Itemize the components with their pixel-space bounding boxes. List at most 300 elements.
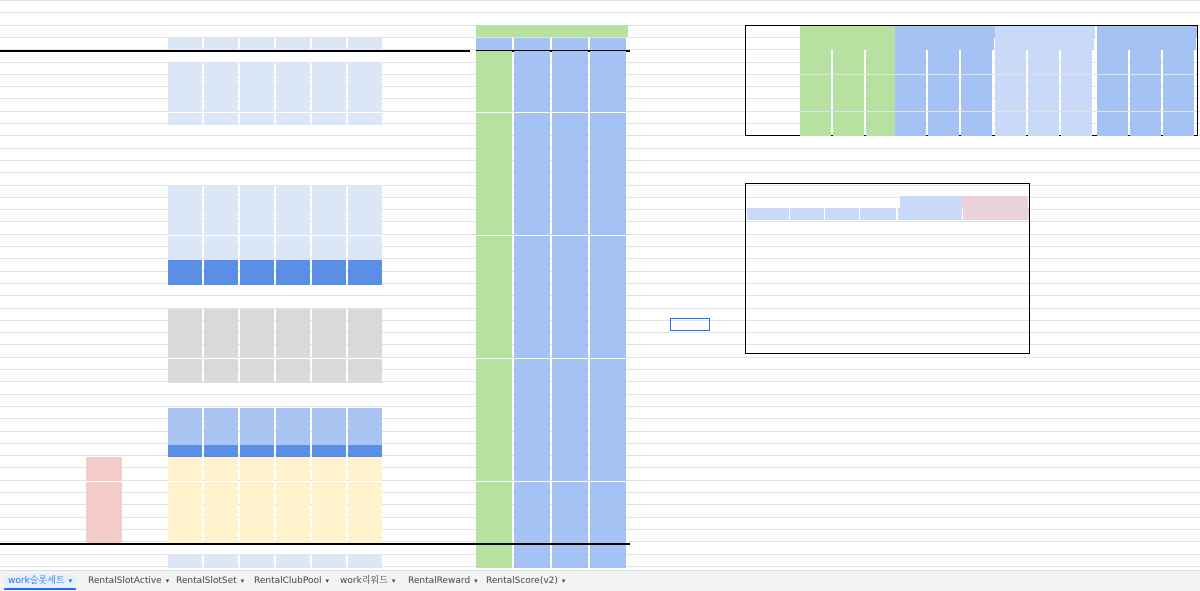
slot-value xyxy=(348,137,382,149)
slot-value xyxy=(168,285,202,297)
param-cell xyxy=(898,275,930,286)
slot-value xyxy=(312,137,346,149)
prob-cell xyxy=(866,50,897,62)
stage-value xyxy=(590,174,626,186)
prob-cell xyxy=(895,62,926,74)
stage-value xyxy=(514,518,550,530)
param-cell xyxy=(790,286,824,297)
stage-value xyxy=(590,322,626,334)
slot-value xyxy=(276,285,310,297)
slot-value xyxy=(276,482,310,494)
rare-value xyxy=(86,322,122,334)
param-cell xyxy=(930,264,962,275)
check-code xyxy=(384,186,424,198)
slot-value xyxy=(348,113,382,125)
param-cell xyxy=(747,264,789,275)
stage-value xyxy=(514,272,550,284)
slot-value xyxy=(348,248,382,260)
check-code xyxy=(384,383,424,395)
slot-value xyxy=(348,88,382,100)
slot-value xyxy=(312,408,346,420)
param-cell xyxy=(860,340,896,351)
rare-value xyxy=(86,543,122,555)
stage-value xyxy=(552,334,588,346)
stage-value xyxy=(514,137,550,149)
slot-value xyxy=(312,174,346,186)
sheet-tab[interactable] xyxy=(482,574,569,588)
stage-value xyxy=(552,149,588,161)
prob-subcol xyxy=(1028,38,1061,50)
slot-value xyxy=(348,420,382,432)
grade-prob xyxy=(668,113,710,125)
sheet-tab[interactable] xyxy=(336,574,399,588)
prob-value xyxy=(124,432,168,444)
slot-value xyxy=(168,383,202,395)
side-check-value xyxy=(790,531,820,543)
check-code xyxy=(384,223,424,235)
setcode-value xyxy=(32,63,84,75)
rare-value xyxy=(86,137,122,149)
grade-prob xyxy=(668,174,710,186)
stage-value xyxy=(514,162,550,174)
stage-value xyxy=(590,543,626,555)
rare-value xyxy=(86,199,122,211)
prob-cell xyxy=(1097,99,1128,111)
rare-value xyxy=(86,359,122,371)
slot-value xyxy=(276,518,310,530)
slot-value xyxy=(204,272,238,284)
param-cell xyxy=(996,340,1029,351)
grade-value xyxy=(0,420,30,432)
param-cell xyxy=(860,264,896,275)
sheet-tab[interactable] xyxy=(172,574,248,588)
slot-value xyxy=(240,113,274,125)
prob-subcol xyxy=(895,38,928,50)
setcode-value xyxy=(32,469,84,481)
side-check-value xyxy=(730,531,760,543)
slot-value xyxy=(204,211,238,223)
param-cell xyxy=(996,297,1029,308)
prob-cell xyxy=(1130,112,1161,124)
prob-row-label xyxy=(747,124,799,136)
grade-value xyxy=(0,543,30,555)
slot-value xyxy=(204,408,238,420)
slot-value xyxy=(240,432,274,444)
stage-value xyxy=(590,223,626,235)
slot-value xyxy=(312,260,346,272)
param-cell xyxy=(860,275,896,286)
rare-value xyxy=(86,285,122,297)
param-cell xyxy=(825,329,859,340)
slot-value xyxy=(240,395,274,407)
param-cell xyxy=(898,307,930,318)
grade-value xyxy=(0,371,30,383)
slot-value xyxy=(276,223,310,235)
check-code xyxy=(384,432,424,444)
setcode-value xyxy=(32,506,84,518)
param-cell xyxy=(996,243,1029,254)
prob-cell xyxy=(833,87,864,99)
prob-value xyxy=(124,506,168,518)
prob-value xyxy=(124,199,168,211)
param-cell xyxy=(898,264,930,275)
prob-cell xyxy=(1061,112,1092,124)
param-cell xyxy=(963,307,996,318)
stage-value xyxy=(476,445,512,457)
check-code xyxy=(384,346,424,358)
chevron-down-icon[interactable]: ▾ xyxy=(165,577,170,585)
rare-value xyxy=(86,506,122,518)
grade-value xyxy=(0,186,30,198)
rare-value xyxy=(86,457,122,469)
slot-value xyxy=(348,555,382,567)
stage-value xyxy=(552,260,588,272)
stage-value xyxy=(476,199,512,211)
slot-value xyxy=(240,309,274,321)
setcode-value xyxy=(32,174,84,186)
slot-value xyxy=(240,346,274,358)
prob-cell xyxy=(800,124,831,136)
slot-value xyxy=(168,518,202,530)
param-cell xyxy=(930,307,962,318)
slot-value xyxy=(312,395,346,407)
note-grade-legend xyxy=(170,13,470,24)
prob-cell xyxy=(1163,50,1194,62)
stage-value xyxy=(514,445,550,457)
sheet-tab-label: RentalClubPool xyxy=(254,576,322,586)
rare-value xyxy=(86,469,122,481)
prob-cell xyxy=(1130,62,1161,74)
stage-value xyxy=(514,76,550,88)
slot-value xyxy=(168,494,202,506)
grade-value xyxy=(0,211,30,223)
prob-cell xyxy=(1097,75,1128,87)
prob-cell xyxy=(895,75,926,87)
param-cell xyxy=(930,297,962,308)
stage-value xyxy=(590,260,626,272)
slot-value xyxy=(240,162,274,174)
stage-value xyxy=(514,260,550,272)
stage-value xyxy=(514,322,550,334)
slot-value xyxy=(240,63,274,75)
slot-value xyxy=(168,445,202,457)
stage-value xyxy=(514,125,550,137)
prob-value xyxy=(124,186,168,198)
grade-value xyxy=(0,309,30,321)
stage-value xyxy=(552,383,588,395)
prob-value xyxy=(124,88,168,100)
slot-value xyxy=(240,494,274,506)
prob-value xyxy=(124,457,168,469)
slot-value xyxy=(168,63,202,75)
hdr-slot xyxy=(168,38,202,50)
slot-value xyxy=(348,457,382,469)
stage-value xyxy=(476,309,512,321)
param-col xyxy=(930,208,962,220)
slot-value xyxy=(240,371,274,383)
param-cell xyxy=(996,318,1029,329)
slot-value xyxy=(312,346,346,358)
prob-cell xyxy=(995,99,1026,111)
prob-cell xyxy=(1130,75,1161,87)
slot-value xyxy=(168,346,202,358)
stage-value xyxy=(590,113,626,125)
prob-cell xyxy=(1028,50,1059,62)
grade-value xyxy=(0,51,30,63)
setcode-value xyxy=(32,100,84,112)
slot-value xyxy=(168,395,202,407)
param-cell xyxy=(747,297,789,308)
grade-prob xyxy=(668,76,710,88)
slot-value xyxy=(312,186,346,198)
prob-cell xyxy=(833,112,864,124)
prob-cell xyxy=(995,62,1026,74)
slot-value xyxy=(240,506,274,518)
rare-value xyxy=(86,248,122,260)
setcode-value xyxy=(32,285,84,297)
hdr-rare-1 xyxy=(86,25,122,37)
slot-value xyxy=(240,359,274,371)
grade-value xyxy=(0,408,30,420)
stage-value xyxy=(552,125,588,137)
param-cell xyxy=(930,340,962,351)
slot-value xyxy=(348,359,382,371)
prob-subcol xyxy=(1097,38,1130,50)
hdr-slot xyxy=(312,38,346,50)
prob-value xyxy=(124,395,168,407)
stage-value xyxy=(514,51,550,63)
stage-value xyxy=(514,63,550,75)
prob-cell xyxy=(1061,62,1092,74)
slot-value xyxy=(240,260,274,272)
prob-cell xyxy=(961,87,992,99)
setcode-value xyxy=(32,236,84,248)
slot-value xyxy=(348,518,382,530)
grade-value xyxy=(0,555,30,567)
chevron-down-icon[interactable]: ▾ xyxy=(561,577,566,585)
slot-value xyxy=(204,260,238,272)
stage-value xyxy=(552,555,588,567)
grade-prob xyxy=(668,506,710,518)
chevron-down-icon[interactable]: ▾ xyxy=(391,577,396,585)
slot-value xyxy=(240,482,274,494)
grade-prob xyxy=(668,383,710,395)
rare-value xyxy=(86,51,122,63)
setcode-value xyxy=(32,334,84,346)
prob-value xyxy=(124,383,168,395)
check-code xyxy=(384,162,424,174)
setcode-value xyxy=(32,359,84,371)
param-cell xyxy=(790,264,824,275)
selected-cell[interactable] xyxy=(670,318,710,331)
prob-cell xyxy=(895,87,926,99)
chevron-down-icon[interactable]: ▾ xyxy=(240,577,245,585)
dup-count xyxy=(426,346,470,358)
param-cell xyxy=(860,307,896,318)
dup-count xyxy=(426,494,470,506)
stage-value xyxy=(552,395,588,407)
check-code xyxy=(384,199,424,211)
prob-cell xyxy=(928,75,959,87)
param-cell xyxy=(860,286,896,297)
dup-count xyxy=(426,297,470,309)
param-cell xyxy=(930,318,962,329)
hdr-grade xyxy=(1,38,31,50)
stage-value xyxy=(476,297,512,309)
stage-value xyxy=(514,543,550,555)
prob-value xyxy=(124,482,168,494)
param-cell xyxy=(790,275,824,286)
hdr-prob-1 xyxy=(124,25,168,37)
sheet-tab[interactable] xyxy=(404,574,482,588)
slot-value xyxy=(204,469,238,481)
slot-value xyxy=(168,174,202,186)
grade-value xyxy=(0,531,30,543)
stage-value xyxy=(590,334,626,346)
slot-value xyxy=(312,76,346,88)
slot-value xyxy=(348,371,382,383)
prob-cell xyxy=(961,50,992,62)
slot-value xyxy=(204,149,238,161)
hdr-stage xyxy=(590,38,626,50)
prob-cell xyxy=(928,99,959,111)
prob-value xyxy=(124,174,168,186)
prob-cell xyxy=(961,99,992,111)
stage-value xyxy=(476,162,512,174)
param-cell xyxy=(790,253,824,264)
stage-value xyxy=(514,309,550,321)
param-cell xyxy=(860,253,896,264)
prob-value xyxy=(124,285,168,297)
stage-value xyxy=(476,555,512,567)
slot-value xyxy=(240,322,274,334)
param-cell xyxy=(825,264,859,275)
check-code xyxy=(384,88,424,100)
chevron-down-icon[interactable]: ▾ xyxy=(325,577,329,585)
prob-cell xyxy=(1061,124,1092,136)
grade-value xyxy=(0,174,30,186)
slot-value xyxy=(204,445,238,457)
prob-cell xyxy=(1163,112,1194,124)
slot-value xyxy=(204,285,238,297)
prob-cell xyxy=(928,62,959,74)
dup-count xyxy=(426,432,470,444)
grade-prob xyxy=(668,272,710,284)
slot-value xyxy=(312,88,346,100)
stage-value xyxy=(476,359,512,371)
prob-value xyxy=(124,531,168,543)
check-code xyxy=(384,555,424,567)
slot-value xyxy=(276,494,310,506)
sheet-tab[interactable] xyxy=(250,574,333,588)
grade-prob xyxy=(668,297,710,309)
setcode-value xyxy=(32,149,84,161)
check-code xyxy=(384,543,424,555)
param-cell xyxy=(825,297,859,308)
stage-value xyxy=(590,297,626,309)
slot-value xyxy=(312,322,346,334)
setcode-value xyxy=(32,223,84,235)
stage-value xyxy=(552,88,588,100)
stage-value xyxy=(476,223,512,235)
slot-value xyxy=(348,63,382,75)
param-cell xyxy=(963,221,996,232)
sheet-tab-label: RentalSlotSet xyxy=(176,576,237,586)
prob-value xyxy=(124,297,168,309)
slot-value xyxy=(240,445,274,457)
slot-value xyxy=(240,469,274,481)
prob-subcol xyxy=(1061,38,1094,50)
chevron-down-icon[interactable]: ▾ xyxy=(474,577,478,585)
side-check-label xyxy=(712,518,802,530)
chevron-down-icon[interactable]: ▾ xyxy=(68,577,73,585)
param-cell xyxy=(963,264,996,275)
prob-subcol xyxy=(833,38,866,50)
prob-cell xyxy=(995,50,1026,62)
prob-value xyxy=(124,445,168,457)
slot-value xyxy=(240,272,274,284)
prob-cell xyxy=(1097,62,1128,74)
param-col xyxy=(898,208,930,220)
rare-value xyxy=(86,445,122,457)
stage-value xyxy=(590,186,626,198)
param-cell xyxy=(963,253,996,264)
grade-value xyxy=(0,63,30,75)
slot-value xyxy=(204,482,238,494)
stage-value xyxy=(476,531,512,543)
stage-value xyxy=(514,113,550,125)
stage-value xyxy=(552,432,588,444)
side-check-value xyxy=(700,531,730,543)
hdr-stage xyxy=(552,38,588,50)
param-cell xyxy=(747,221,789,232)
prob-cell xyxy=(1130,50,1161,62)
param-cell xyxy=(898,286,930,297)
dup-count xyxy=(426,211,470,223)
setcode-value xyxy=(32,531,84,543)
slot-value xyxy=(312,494,346,506)
stage-value xyxy=(590,137,626,149)
slot-value xyxy=(168,223,202,235)
setcode-value xyxy=(32,113,84,125)
prob-cell xyxy=(1028,62,1059,74)
prob-value xyxy=(124,494,168,506)
sheet-tab[interactable] xyxy=(4,574,76,590)
prob-cell xyxy=(961,124,992,136)
slot-value xyxy=(168,469,202,481)
grade-prob xyxy=(668,285,710,297)
param-cell xyxy=(963,286,996,297)
slot-value xyxy=(240,334,274,346)
stage-value xyxy=(552,531,588,543)
param-cell xyxy=(790,340,824,351)
grade-value xyxy=(0,383,30,395)
param-cell xyxy=(898,253,930,264)
slot-value xyxy=(204,76,238,88)
stage-value xyxy=(514,88,550,100)
param-cell xyxy=(930,286,962,297)
slot-value xyxy=(348,408,382,420)
prob-cell xyxy=(961,62,992,74)
grade-prob xyxy=(668,162,710,174)
sheet-tab[interactable] xyxy=(84,574,173,588)
prob-row-label xyxy=(747,99,799,111)
slot-value xyxy=(204,359,238,371)
slot-value xyxy=(276,174,310,186)
param-cell xyxy=(790,329,824,340)
prob-value xyxy=(124,371,168,383)
slot-value xyxy=(168,531,202,543)
